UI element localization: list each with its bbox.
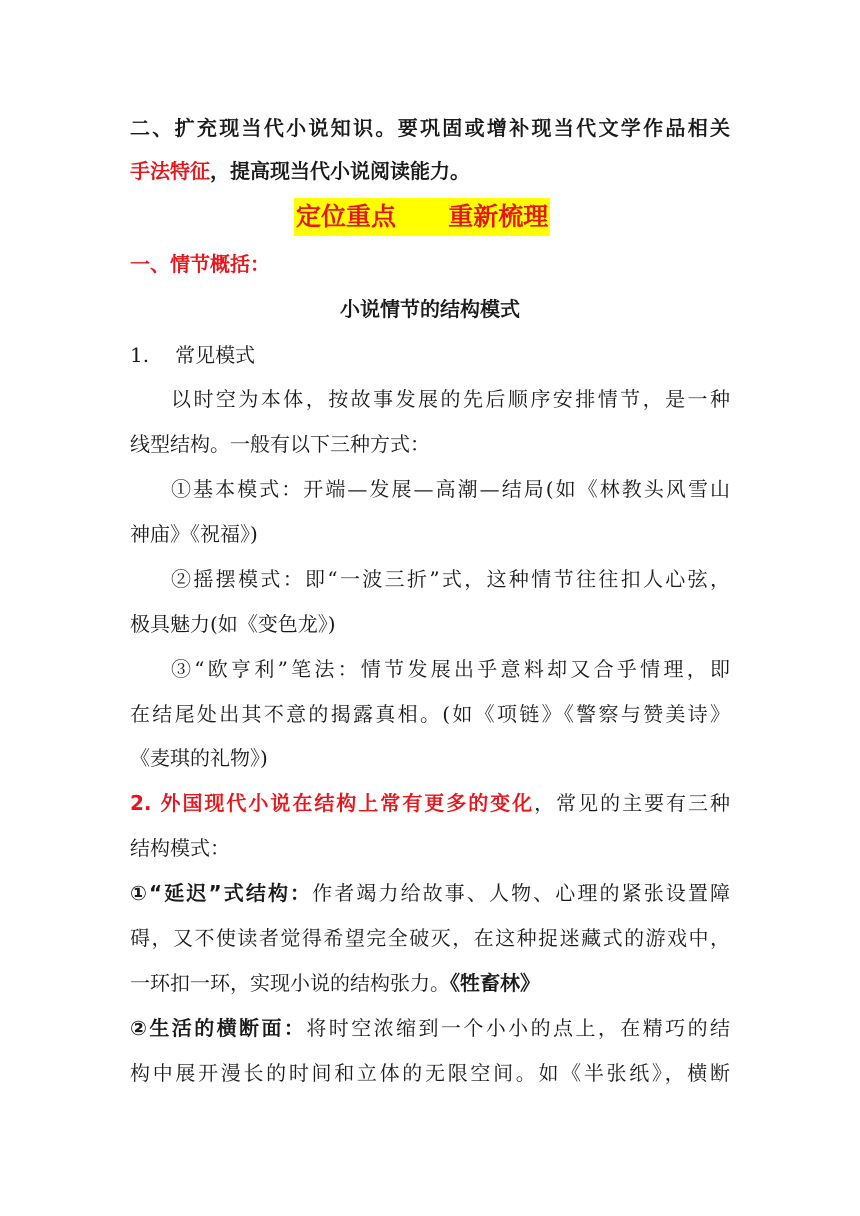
para-text: 线型结构。一般有以下三种方式： <box>130 432 430 456</box>
item-delay-line-1 <box>130 879 730 907</box>
heading-text: 一、情节概括： <box>130 252 270 276</box>
para-1-line-1 <box>171 385 730 413</box>
item-crosssection-text: 构中展开漫长的时间和立体的无限空间。如《半张纸》，横断 <box>130 1061 730 1085</box>
item-delay-line-2 <box>130 924 730 952</box>
intro-line-1 <box>130 114 730 142</box>
para-2-line-2 <box>130 520 730 548</box>
para-text: ①基本模式：开端—发展—高潮—结局(如《林教头风雪山 <box>171 477 730 501</box>
item-number: 1. <box>130 343 150 367</box>
intro-text-cont: ，提高现当代小说阅读能力。 <box>210 159 470 183</box>
item-crosssection-line-1 <box>130 1014 730 1042</box>
para-text: 以时空为本体，按故事发展的先后顺序安排情节，是一种 <box>171 387 730 411</box>
banner-part-2: 重新梳理 <box>448 202 549 231</box>
example-title: 《牲畜林》 <box>450 971 540 995</box>
section-2-line-2 <box>130 834 730 862</box>
para-3-line-1 <box>171 565 730 593</box>
item-delay-text: 碍，又不使读者觉得希望完全破灭，在这种捉迷藏式的游戏中， <box>130 926 730 950</box>
para-1-line-2 <box>130 430 730 458</box>
subheading-structure <box>130 295 730 323</box>
item-crosssection-text: 将时空浓缩到一个小小的点上，在精巧的结 <box>306 1016 731 1040</box>
item-delay-text: 作者竭力给故事、人物、心理的紧张设置障 <box>312 881 730 905</box>
para-4-line-2 <box>130 700 730 728</box>
para-text: ②摇摆模式：即“一波三折”式，这种情节往往扣人心弦， <box>171 567 730 591</box>
para-4-line-1 <box>171 655 730 683</box>
item-crosssection-line-2 <box>130 1059 730 1087</box>
section-2-text: ，常见的主要有三种 <box>534 791 731 815</box>
para-text: 《麦琪的礼物》) <box>130 746 268 770</box>
para-text: 极具魅力(如《变色龙》) <box>130 612 336 636</box>
para-4-line-3 <box>130 744 730 772</box>
para-3-line-2 <box>130 610 730 638</box>
subheading-text: 小说情节的结构模式 <box>340 297 520 321</box>
para-text: 神庙》《祝福》) <box>130 522 258 546</box>
highlight-term: 手法特征 <box>130 159 210 183</box>
heading-plot-summary <box>130 250 730 278</box>
section-2-heading: 2. 外国现代小说在结构上常有更多的变化 <box>130 791 535 815</box>
numbered-item-1 <box>130 341 730 369</box>
item-delay-text: 一环扣一环，实现小说的结构张力。 <box>130 971 450 995</box>
banner-part-1: 定位重点 <box>296 202 397 231</box>
item-delay-line-3 <box>130 969 730 997</box>
para-text: ③“欧亨利”笔法：情节发展出乎意料却又合乎情理，即 <box>171 657 730 681</box>
intro-text: 二、扩充现当代小说知识。要巩固或增补现当代文学作品相关 <box>130 116 730 140</box>
section-banner <box>294 198 550 236</box>
item-crosssection-title: ②生活的横断面： <box>130 1016 307 1040</box>
section-2-line-1 <box>130 789 730 817</box>
item-title: 常见模式 <box>175 343 256 367</box>
para-2-line-1 <box>171 475 730 503</box>
item-delay-title: ①“延迟”式结构： <box>130 881 313 905</box>
section-2-text: 结构模式： <box>130 836 230 860</box>
para-text: 在结尾处出其不意的揭露真相。(如《项链》《警察与赞美诗》 <box>130 702 730 726</box>
intro-line-2 <box>130 157 730 185</box>
